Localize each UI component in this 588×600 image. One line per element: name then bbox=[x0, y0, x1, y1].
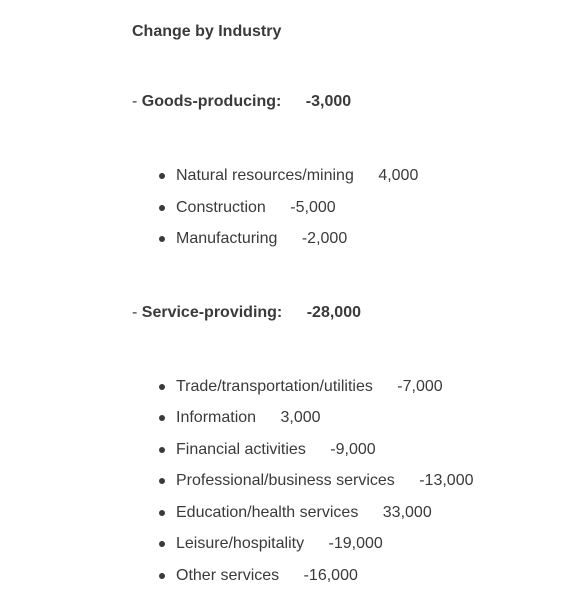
group-name: Service-providing: bbox=[141, 303, 283, 321]
item-label: Professional/business services bbox=[176, 472, 395, 489]
group-title bbox=[132, 301, 572, 325]
group-value: -28,000 bbox=[306, 303, 361, 321]
item-label: Natural resources/mining bbox=[176, 167, 354, 184]
list-item bbox=[176, 402, 572, 434]
item-value: -2,000 bbox=[301, 230, 348, 247]
list-item bbox=[176, 497, 572, 529]
item-value: -5,000 bbox=[290, 198, 336, 216]
group-value: -3,000 bbox=[305, 93, 352, 110]
item-label: Manufacturing bbox=[176, 230, 278, 247]
item-label: Information bbox=[176, 409, 257, 426]
list-item bbox=[176, 434, 572, 466]
item-value: -13,000 bbox=[419, 472, 474, 489]
item-label: Leisure/hospitality bbox=[176, 535, 305, 552]
group-prefix: - bbox=[132, 93, 138, 110]
item-value: 33,000 bbox=[382, 503, 432, 521]
item-value: 3,000 bbox=[280, 409, 321, 426]
item-label: Education/health services bbox=[176, 503, 359, 521]
group-goods-producing bbox=[132, 90, 572, 255]
list-item bbox=[176, 371, 572, 403]
list-item bbox=[176, 528, 572, 560]
goods-producing-list bbox=[132, 160, 572, 255]
item-value: -7,000 bbox=[397, 377, 443, 395]
item-value: -9,000 bbox=[330, 440, 376, 458]
group-service-providing bbox=[132, 301, 572, 592]
item-label: Other services bbox=[176, 566, 280, 584]
list-item bbox=[176, 160, 572, 192]
group-title bbox=[132, 90, 572, 114]
list-item bbox=[176, 560, 572, 592]
item-value: -19,000 bbox=[328, 535, 383, 552]
list-item bbox=[176, 223, 572, 255]
group-name: Goods-producing: bbox=[141, 93, 282, 110]
service-providing-list bbox=[132, 371, 572, 592]
industry-change-section bbox=[132, 20, 572, 591]
item-value: 4,000 bbox=[378, 167, 419, 184]
item-label: Financial activities bbox=[176, 440, 306, 458]
item-label: Trade/transportation/utilities bbox=[176, 377, 373, 395]
item-value: -16,000 bbox=[303, 566, 358, 584]
list-item bbox=[176, 465, 572, 497]
item-label: Construction bbox=[176, 198, 266, 216]
section-heading: Change by Industry bbox=[132, 23, 282, 40]
group-prefix: - bbox=[132, 303, 138, 321]
list-item bbox=[176, 192, 572, 224]
